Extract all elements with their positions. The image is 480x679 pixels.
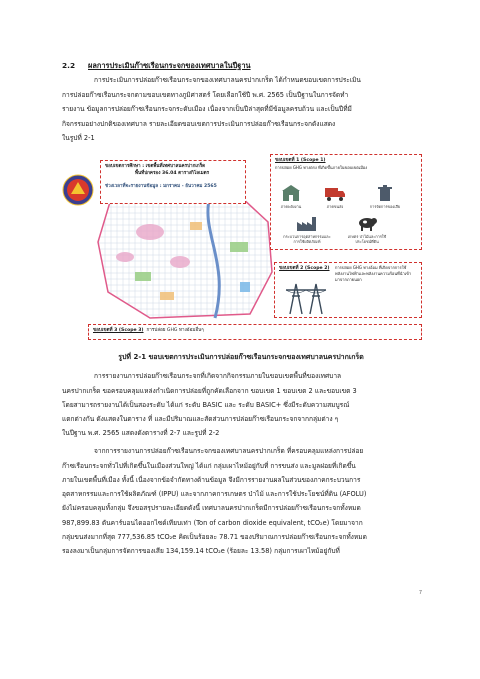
section-title: ผลการประเมินก๊าซเรือนกระจกของเทศบาลในปีฐาน [88, 61, 251, 70]
cow-icon [356, 214, 378, 232]
icon-label: ภาคขนส่ง [326, 204, 344, 209]
scope3-title: ขอบเขตที่ 3 (Scope 3) [93, 328, 144, 333]
section-heading [62, 60, 251, 72]
pakkret-map [90, 192, 278, 322]
para1-line: รายงาน ข้อมูลการปล่อยก๊าซเรือนกระจกระดับเมือง เนื่องจากเป็นปีล่าสุดที่มีข้อมูลครบถ้วน และเป็นปีที่มี [62, 105, 352, 113]
para3-line: ยังไม่ครอบคลุมทั้งกลุ่ม จึงขอสรุปรายละเอียดดังนี้ เทศบาลนครปากเกร็ดมีการปล่อยก๊าซเรือนกระจกทั้งหมด [62, 504, 361, 512]
section-number: 2.2 [62, 61, 76, 70]
scope1-title: ขอบเขตที่ 1 (Scope 1) [275, 158, 326, 163]
waste-icon [374, 184, 396, 202]
para3-line: จากการรายงานการปล่อยก๊าซเรือนกระจกของเทศบาลนครปากเกร็ด ที่ครอบคลุมแหล่งการปล่อย [94, 447, 364, 455]
para2-line: โดยสามารถรายงานได้เป็นสองระดับ ได้แก่ ระดับ BASIC และ ระดับ BASIC+ ซึ่งมีระดับความสมบูรณ์ [62, 401, 350, 409]
para3-line: ภายในเขตพื้นที่เมือง ทั้งนี้ เนื่องจากข้อจำกัดทางด้านข้อมูล จึงมีการรายงานผลในส่วนของภาคกระบวนการ [62, 476, 361, 484]
para1-line: การประเมินการปล่อยก๊าซเรือนกระจกของเทศบาลนครปากเกร็ด ได้กำหนดขอบเขตการประเมิน [94, 76, 361, 84]
para3-line: อุตสาหกรรมและการใช้ผลิตภัณฑ์ (IPPU) และจากภาคการเกษตร ป่าไม้ และการใช้ประโยชน์ที่ดิน (AFOLU) [62, 490, 367, 498]
para1-line: ในรูปที่ 2-1 [62, 134, 95, 142]
reporting-period: ช่วงเวลาที่จะรายงานข้อมูล : มกราคม - ธันวาคม 2565 [105, 184, 217, 189]
truck-icon [324, 184, 346, 202]
para3-line: กลุ่มขนส่งมากที่สุด 777,536.85 tCO₂e คิดเป็นร้อยละ 78.71 ของปริมาณการปล่อยก๊าซเรือนกระจกทั้งหมด [62, 533, 367, 541]
scope1-desc: การปล่อย GHG ทางตรง ที่เกิดขึ้นภายในขอบเขตเมือง [275, 165, 368, 170]
building-icon [280, 184, 302, 202]
para2-line: การรายงานการปล่อยก๊าซเรือนกระจกที่เกิดจากกิจกรรมภายในขอบเขตพื้นที่ของเทศบาล [94, 372, 342, 380]
para3-line: ก๊าซเรือนกระจกทั่วไปที่เกิดขึ้นในเมืองส่วนใหญ่ ได้แก่ กลุ่มเผาไหม้อยู่กับที่ การขนส่ง และมูลฝอยที่เกิดขึ้น [62, 462, 356, 470]
scope2-title: ขอบเขตที่ 2 (Scope 2) [279, 266, 330, 271]
scope3-box [88, 324, 422, 340]
para1-line: กิจกรรมอย่างปกติของเทศบาล รายละเอียดขอบเขตการประเมินการปล่อยก๊าซเรือนกระจกดังแสดง [62, 120, 336, 128]
icon-label: กระบวนการอุตสาหกรรมและการใช้ผลิตภัณฑ์ [283, 234, 331, 244]
municipality-seal [62, 174, 94, 206]
para3-line: รองลงมาเป็นกลุ่มการจัดการของเสีย 134,159.14 tCO₂e (ร้อยละ 13.58) กลุ่มการเผาไหม้อยู่กับที่ [62, 547, 340, 555]
para2-line: ในปีฐาน พ.ศ. 2565 แสดงดังตารางที่ 2-7 และรูปที่ 2-2 [62, 429, 220, 437]
factory-icon [296, 214, 318, 232]
icon-label: เกษตร ป่าไม้และการใช้ประโยชน์ที่ดิน [347, 234, 387, 244]
figure-caption: รูปที่ 2-1 ขอบเขตการประเมินการปล่อยก๊าซเรือนกระจกของเทศบาลนครปากเกร็ด [118, 353, 364, 361]
para2-line: แตกต่างกัน ดังแสดงในตาราง ที่ และมีปริมาณและสัดส่วนการปล่อยก๊าซเรือนกระจกจากกลุ่มต่าง ๆ [62, 415, 339, 423]
icon-label: ภาคพลังงาน [280, 204, 302, 209]
boundary-title: ขอบเขตการศึกษา : เขตพื้นที่เทศบาลนครปากเกร็ด [105, 164, 206, 169]
icon-label: การจัดการของเสีย [369, 204, 401, 209]
para1-line: การปล่อยก๊าซเรือนกระจกตามขอบเขตทางภูมิศาสตร์ โดยเลือกใช้ปี พ.ศ. 2565 เป็นปีฐานในการจัดทำ [62, 91, 349, 99]
page-number: 7 [418, 590, 422, 596]
boundary-area: พื้นที่ปกครอง 36.04 ตารางกิโลเมตร [135, 171, 210, 176]
power-tower-icon [280, 280, 330, 316]
para2-line: นครปากเกร็ด ขอครอบคลุมแหล่งกำเนิดการปล่อยที่ถูกคัดเลือกจาก ขอบเขต 1 ขอบเขต 2 และขอบเขต 3 [62, 387, 357, 395]
scope2-desc: การปล่อย GHG ทางอ้อม ที่เกิดจากการใช้พลังงานไฟฟ้าและพลังงานความร้อนที่นำเข้ามาจากภายนอก [335, 265, 412, 282]
para3-line: 987,899.83 ตันคาร์บอนไดออกไซด์เทียบเท่า (Ton of carbon dioxide equivalent, tCO₂e) โดยมาจาก [62, 519, 363, 527]
scope-boundary-figure [60, 152, 422, 344]
scope3-desc: การปล่อย GHG ทางอ้อมอื่นๆ [146, 328, 204, 333]
boundary-info-box [100, 160, 246, 204]
